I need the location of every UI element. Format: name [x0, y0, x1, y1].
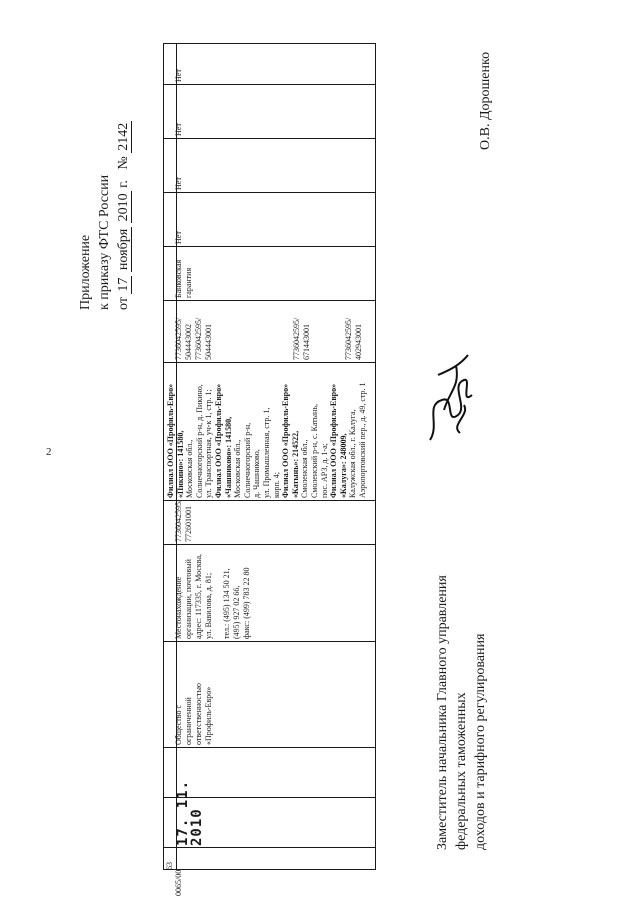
cell-date-stamp: 17. 11. 2010 [175, 779, 205, 846]
order-day: 17 [116, 277, 131, 292]
col-divider [164, 847, 375, 848]
col-divider [164, 641, 375, 642]
order-number-sign: № [116, 156, 131, 170]
cell-location: Местонахождение организации, почтовый адрес: 117335, г. Москва, ул. Вавилова, д. 81; тел.: (495) 134 50 21, (495) 927 02 66, факс: (499) 783 22 80 [174, 554, 251, 639]
cell-inn-kpp: 7736042595/ 772601001 [174, 499, 193, 542]
col-divider [164, 246, 375, 247]
order-date-line [116, 121, 132, 310]
cell-branch-kpp-2: 7736042595/ 504443001 [194, 317, 213, 360]
order-number: 2142 [116, 122, 131, 151]
registry-table [163, 43, 376, 896]
cell-row-number: 63 [165, 862, 174, 870]
page-number: 2 [46, 446, 52, 458]
order-date-prefix: от [116, 297, 131, 310]
col-divider [164, 747, 375, 748]
order-reference: к приказу ФТС России [97, 174, 112, 310]
cell-col13: Нет [174, 69, 183, 82]
signatory-name: О.В. Дорошенко [478, 51, 493, 150]
cell-col10: Нет [174, 231, 183, 244]
cell-branch-kpp-4: 7736042595/ 402943001 [344, 317, 363, 360]
appendix-title: Приложение [78, 234, 93, 310]
signatory-title-line2: федеральных таможенных [454, 692, 469, 850]
order-year: 2010 [116, 193, 131, 222]
cell-col11: Нет [174, 177, 183, 190]
cell-branch-kpp-1: 7736042595/ 504443002 [174, 317, 193, 360]
col-divider [164, 192, 375, 193]
order-year-suffix: г. [116, 180, 131, 188]
col-divider [164, 84, 375, 85]
col-divider [164, 362, 375, 363]
cell-security: Банковская гарантия [174, 259, 193, 298]
order-month: ноября [116, 228, 131, 271]
cell-col12: Нет [174, 123, 183, 136]
signatory-title-line1: Заместитель начальника Главного управления [435, 575, 450, 850]
col-divider [164, 300, 375, 301]
col-divider [164, 138, 375, 139]
col-divider [164, 544, 375, 545]
cell-branches: Филиал ООО «Профиль-Евро» «Пикино»: 141580, Московская обл., Солнечногорский р-н, д. Пикино, ул. Транспортная, уч-к 1, стр. 1; Филиал ООО «Профиль-Евро» «Чашниково»: 141580, Московская обл., Солнечногорский р-н, д. Чашниково, ул. Промышленная, стр. 1, корп. 4; Филиал ООО «Профиль-Евро» «Катынь»: 214522, Смоленская обл., Смоленский р-н, с. Катынь, пос. АРЗ, д. 1-а; Филиал ООО «Профиль-Евро» «Калуга»: 248009, Калужская обл., г. Калуга, Аэропортовский пер., д. 49, стр. 1 [166, 382, 367, 498]
cell-org-name: Общество с ограниченной ответственностью «Профиль-Евро» [174, 682, 213, 745]
cell-branch-kpp-3: 7736042595/ 671443001 [292, 317, 311, 360]
handwritten-signature [420, 345, 480, 455]
signatory-title-line3: доходов и тарифного регулирования [473, 633, 488, 850]
col-divider [164, 500, 375, 501]
cell-registration-number: 0065/00 [174, 869, 183, 896]
